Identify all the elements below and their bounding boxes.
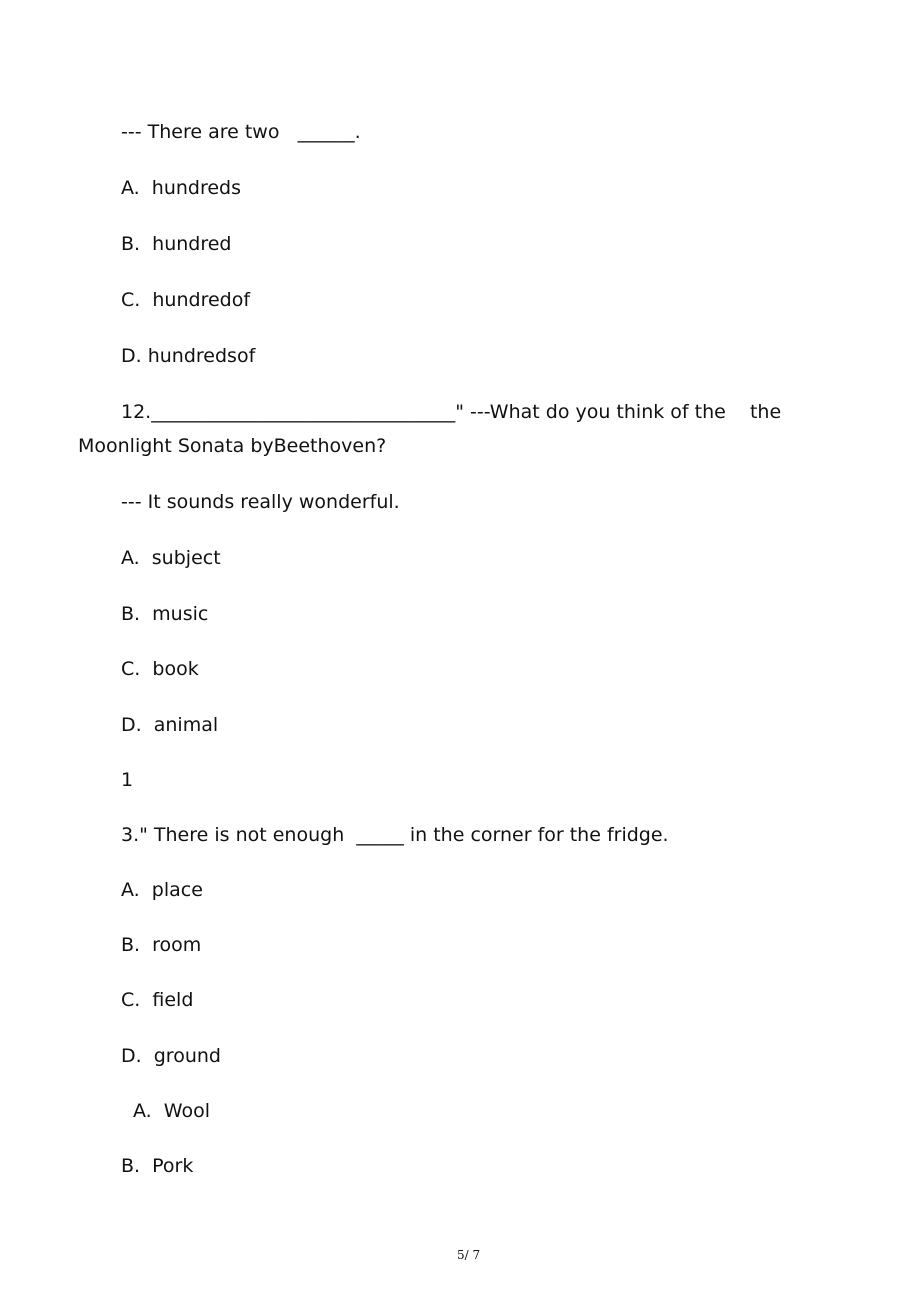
option-d: D. ground [121,1045,221,1067]
question-11-stem-line: --- There are two ______. [121,121,361,143]
option-b: B. Pork [121,1155,194,1177]
option-b: B. hundred [121,233,232,255]
option-a: A. subject [121,547,221,569]
option-c: C. field [121,989,194,1011]
option-a: A. place [121,879,203,901]
option-b: B. room [121,934,202,956]
option-a: A. hundreds [121,177,242,199]
question-12-stem-continued: Moonlight Sonata byBeethoven? [78,435,387,457]
option-b: B. music [121,603,209,625]
question-12-stem: 12.________________________________" ---What do you think of the the [121,401,782,423]
page-number: 5/ 7 [457,1248,481,1262]
option-c: C. hundredof [121,289,251,311]
option-d: D. hundredsof [121,345,256,367]
question-13-stem: 3." There is not enough _____ in the corner for the fridge. [121,824,669,846]
option-a: A. Wool [133,1100,210,1122]
option-d: D. animal [121,714,219,736]
option-c: C. book [121,658,199,680]
question-12-response: --- It sounds really wonderful. [121,491,400,513]
question-number-fragment: 1 [121,769,134,791]
